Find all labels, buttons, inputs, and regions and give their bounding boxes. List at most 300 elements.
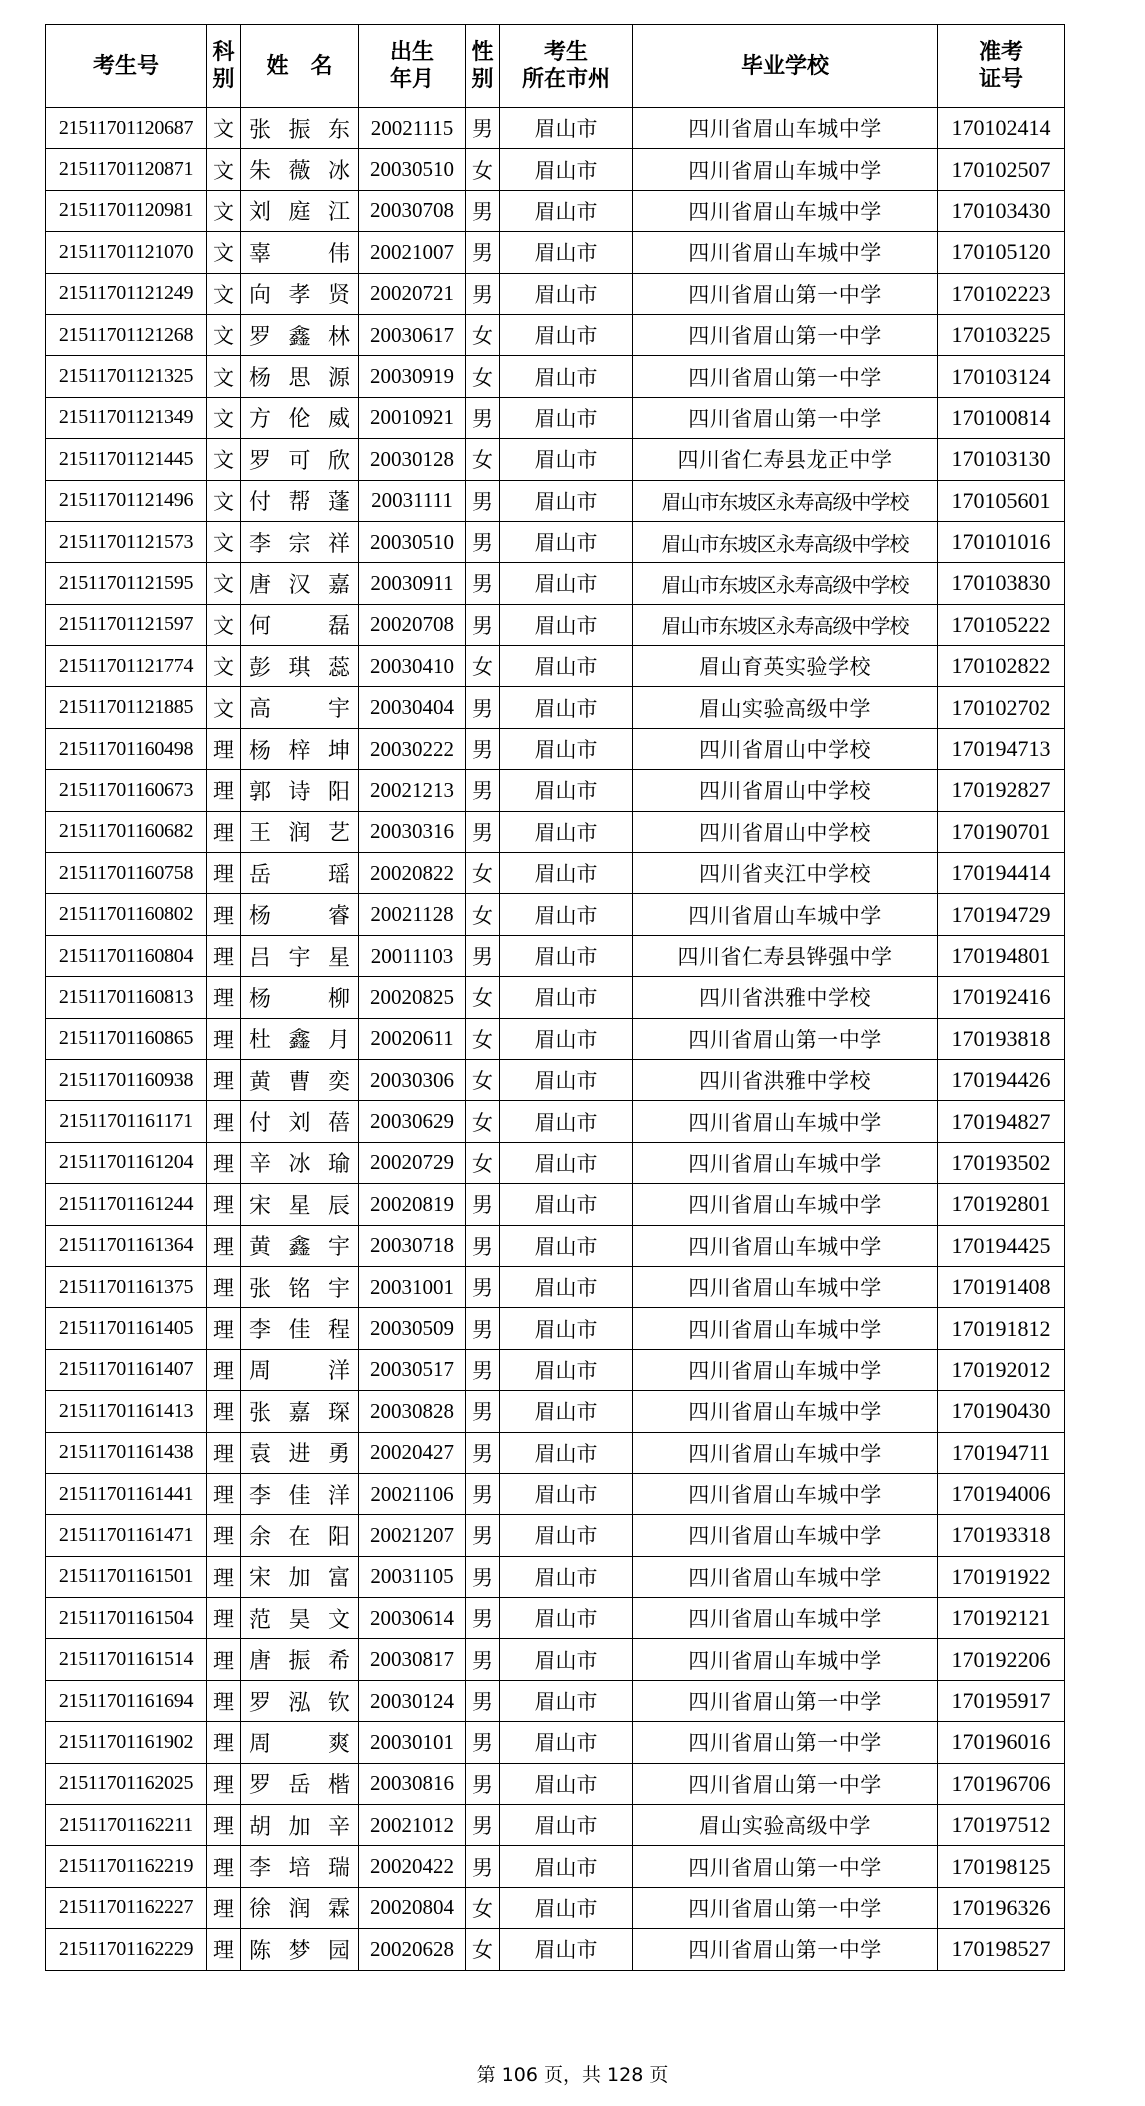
- ticket-cell: 170193818: [938, 1018, 1065, 1059]
- gender-cell: 男: [466, 1639, 500, 1680]
- school-cell: 四川省眉山车城中学: [633, 1142, 938, 1183]
- school-cell: 四川省眉山第一中学: [633, 1887, 938, 1928]
- table-row: [46, 853, 1065, 894]
- subject-cell: 文: [207, 480, 241, 521]
- table-row: [46, 397, 1065, 438]
- subject-cell: 理: [207, 1929, 241, 1970]
- exam-id-cell: 21511701162227: [46, 1887, 207, 1928]
- ticket-cell: 170194711: [938, 1432, 1065, 1473]
- table-body: [46, 108, 1065, 1971]
- table-row: [46, 604, 1065, 645]
- subject-cell: 理: [207, 1805, 241, 1846]
- gender-cell: 男: [466, 1432, 500, 1473]
- birth-cell: 20030816: [359, 1763, 466, 1804]
- header-label-line: 年月: [389, 67, 434, 92]
- ticket-cell: 170102507: [938, 149, 1065, 190]
- school-cell: 四川省洪雅中学校: [633, 977, 938, 1018]
- name-cell: 袁进勇: [241, 1432, 359, 1473]
- gender-cell: 男: [466, 935, 500, 976]
- name-cell: 彭琪蕊: [241, 646, 359, 687]
- gender-cell: 男: [466, 232, 500, 273]
- city-cell: 眉山市: [500, 1308, 633, 1349]
- subject-cell: 理: [207, 1266, 241, 1307]
- table-row: [46, 190, 1065, 231]
- birth-cell: 20030316: [359, 811, 466, 852]
- table-row: [46, 273, 1065, 314]
- school-cell: 四川省眉山车城中学: [633, 1598, 938, 1639]
- name-cell: 刘庭江: [241, 190, 359, 231]
- city-cell: 眉山市: [500, 853, 633, 894]
- city-cell: 眉山市: [500, 977, 633, 1018]
- city-cell: 眉山市: [500, 1018, 633, 1059]
- ticket-cell: 170194425: [938, 1225, 1065, 1266]
- school-cell: 四川省眉山车城中学: [633, 894, 938, 935]
- table-row: [46, 977, 1065, 1018]
- gender-cell: 男: [466, 1266, 500, 1307]
- exam-id-cell: 21511701160938: [46, 1059, 207, 1100]
- subject-cell: 理: [207, 1391, 241, 1432]
- ticket-cell: 170190701: [938, 811, 1065, 852]
- ticket-cell: 170102702: [938, 687, 1065, 728]
- city-cell: 眉山市: [500, 1846, 633, 1887]
- exam-id-cell: 21511701120687: [46, 108, 207, 149]
- exam-id-cell: 21511701160498: [46, 728, 207, 769]
- exam-id-cell: 21511701121597: [46, 604, 207, 645]
- ticket-cell: 170195917: [938, 1680, 1065, 1721]
- city-cell: 眉山市: [500, 1184, 633, 1225]
- gender-cell: 男: [466, 521, 500, 562]
- roster-table: [45, 24, 1065, 1971]
- city-cell: 眉山市: [500, 687, 633, 728]
- exam-id-cell: 21511701161471: [46, 1515, 207, 1556]
- gender-cell: 女: [466, 1142, 500, 1183]
- exam-id-cell: 21511701161902: [46, 1722, 207, 1763]
- header-label-line: 出生: [389, 40, 434, 65]
- subject-cell: 文: [207, 563, 241, 604]
- table-row: [46, 1473, 1065, 1514]
- school-cell: 四川省眉山中学校: [633, 728, 938, 769]
- table-row: [46, 439, 1065, 480]
- table-row: [46, 1598, 1065, 1639]
- birth-cell: 20031001: [359, 1266, 466, 1307]
- ticket-cell: 170105601: [938, 480, 1065, 521]
- ticket-cell: 170198125: [938, 1846, 1065, 1887]
- exam-id-cell: 21511701121595: [46, 563, 207, 604]
- gender-cell: 男: [466, 563, 500, 604]
- ticket-cell: 170196326: [938, 1887, 1065, 1928]
- table-row: [46, 1349, 1065, 1390]
- table-row: [46, 1018, 1065, 1059]
- header-label-line: 毕业学校: [740, 53, 829, 79]
- subject-cell: 文: [207, 439, 241, 480]
- city-cell: 眉山市: [500, 604, 633, 645]
- gender-cell: 男: [466, 1308, 500, 1349]
- name-cell: 吕宇星: [241, 935, 359, 976]
- school-cell: 四川省眉山车城中学: [633, 1473, 938, 1514]
- name-cell: 杨柳: [241, 977, 359, 1018]
- city-cell: 眉山市: [500, 108, 633, 149]
- ticket-cell: 170193318: [938, 1515, 1065, 1556]
- school-cell: 四川省眉山车城中学: [633, 190, 938, 231]
- exam-id-cell: 21511701160673: [46, 770, 207, 811]
- city-cell: 眉山市: [500, 1929, 633, 1970]
- birth-cell: 20031105: [359, 1556, 466, 1597]
- school-cell: 四川省眉山车城中学: [633, 1101, 938, 1142]
- name-cell: 张振东: [241, 108, 359, 149]
- birth-cell: 20030919: [359, 356, 466, 397]
- gender-cell: 女: [466, 439, 500, 480]
- ticket-cell: 170191812: [938, 1308, 1065, 1349]
- name-cell: 罗鑫林: [241, 314, 359, 355]
- ticket-cell: 170196016: [938, 1722, 1065, 1763]
- city-cell: 眉山市: [500, 1556, 633, 1597]
- exam-id-cell: 21511701162219: [46, 1846, 207, 1887]
- exam-id-cell: 21511701121070: [46, 232, 207, 273]
- school-cell: 眉山市东坡区永寿高级中学校: [633, 563, 938, 604]
- exam-id-cell: 21511701121885: [46, 687, 207, 728]
- name-cell: 向孝贤: [241, 273, 359, 314]
- exam-id-cell: 21511701121349: [46, 397, 207, 438]
- birth-cell: 20030708: [359, 190, 466, 231]
- city-cell: 眉山市: [500, 521, 633, 562]
- city-cell: 眉山市: [500, 1887, 633, 1928]
- school-cell: 四川省眉山车城中学: [633, 149, 938, 190]
- birth-cell: 20030509: [359, 1308, 466, 1349]
- school-cell: 四川省仁寿县龙正中学: [633, 439, 938, 480]
- table-row: [46, 1266, 1065, 1307]
- city-cell: 眉山市: [500, 1639, 633, 1680]
- subject-cell: 文: [207, 521, 241, 562]
- ticket-cell: 170103830: [938, 563, 1065, 604]
- ticket-cell: 170191408: [938, 1266, 1065, 1307]
- gender-cell: 女: [466, 1101, 500, 1142]
- birth-cell: 20021115: [359, 108, 466, 149]
- school-cell: 四川省眉山第一中学: [633, 1846, 938, 1887]
- subject-cell: 理: [207, 728, 241, 769]
- school-cell: 四川省眉山车城中学: [633, 1184, 938, 1225]
- gender-cell: 女: [466, 1929, 500, 1970]
- school-cell: 四川省眉山车城中学: [633, 108, 938, 149]
- exam-id-cell: 21511701121249: [46, 273, 207, 314]
- name-cell: 李培瑞: [241, 1846, 359, 1887]
- header-label-line: 别: [471, 67, 494, 92]
- name-cell: 宋加富: [241, 1556, 359, 1597]
- subject-cell: 理: [207, 1101, 241, 1142]
- birth-cell: 20030128: [359, 439, 466, 480]
- name-cell: 张铭宇: [241, 1266, 359, 1307]
- birth-cell: 20030614: [359, 1598, 466, 1639]
- header-school: [633, 25, 938, 108]
- table-row: [46, 1763, 1065, 1804]
- birth-cell: 20020628: [359, 1929, 466, 1970]
- subject-cell: 理: [207, 1225, 241, 1266]
- gender-cell: 男: [466, 1846, 500, 1887]
- gender-cell: 男: [466, 190, 500, 231]
- ticket-cell: 170192801: [938, 1184, 1065, 1225]
- gender-cell: 女: [466, 356, 500, 397]
- subject-cell: 理: [207, 977, 241, 1018]
- table-row: [46, 232, 1065, 273]
- gender-cell: 女: [466, 149, 500, 190]
- subject-cell: 文: [207, 273, 241, 314]
- subject-cell: 文: [207, 314, 241, 355]
- exam-id-cell: 21511701121573: [46, 521, 207, 562]
- school-cell: 眉山市东坡区永寿高级中学校: [633, 480, 938, 521]
- table-row: [46, 356, 1065, 397]
- gender-cell: 男: [466, 273, 500, 314]
- table-row: [46, 1805, 1065, 1846]
- birth-cell: 20030718: [359, 1225, 466, 1266]
- city-cell: 眉山市: [500, 728, 633, 769]
- school-cell: 四川省眉山车城中学: [633, 1308, 938, 1349]
- birth-cell: 20030817: [359, 1639, 466, 1680]
- page-footer: 第 106 页，共 128 页: [476, 2064, 669, 2086]
- birth-cell: 20030911: [359, 563, 466, 604]
- name-cell: 杨思源: [241, 356, 359, 397]
- name-cell: 李佳程: [241, 1308, 359, 1349]
- birth-cell: 20030510: [359, 149, 466, 190]
- school-cell: 四川省眉山第一中学: [633, 314, 938, 355]
- exam-id-cell: 21511701121268: [46, 314, 207, 355]
- name-cell: 宋星辰: [241, 1184, 359, 1225]
- exam-id-cell: 21511701160804: [46, 935, 207, 976]
- exam-id-cell: 21511701120871: [46, 149, 207, 190]
- city-cell: 眉山市: [500, 273, 633, 314]
- table-row: [46, 1680, 1065, 1721]
- exam-id-cell: 21511701161171: [46, 1101, 207, 1142]
- gender-cell: 男: [466, 1763, 500, 1804]
- birth-cell: 20020729: [359, 1142, 466, 1183]
- city-cell: 眉山市: [500, 1432, 633, 1473]
- city-cell: 眉山市: [500, 1680, 633, 1721]
- birth-cell: 20031111: [359, 480, 466, 521]
- school-cell: 四川省眉山车城中学: [633, 1556, 938, 1597]
- birth-cell: 20030510: [359, 521, 466, 562]
- name-cell: 周爽: [241, 1722, 359, 1763]
- table-row: [46, 935, 1065, 976]
- table-row: [46, 1391, 1065, 1432]
- name-cell: 胡加辛: [241, 1805, 359, 1846]
- birth-cell: 20030517: [359, 1349, 466, 1390]
- birth-cell: 20020804: [359, 1887, 466, 1928]
- name-cell: 徐润霖: [241, 1887, 359, 1928]
- name-cell: 罗泓钦: [241, 1680, 359, 1721]
- subject-cell: 理: [207, 1142, 241, 1183]
- exam-id-cell: 21511701160865: [46, 1018, 207, 1059]
- school-cell: 四川省眉山中学校: [633, 770, 938, 811]
- gender-cell: 女: [466, 314, 500, 355]
- exam-id-cell: 21511701161244: [46, 1184, 207, 1225]
- ticket-cell: 170191922: [938, 1556, 1065, 1597]
- city-cell: 眉山市: [500, 397, 633, 438]
- name-cell: 周洋: [241, 1349, 359, 1390]
- city-cell: 眉山市: [500, 232, 633, 273]
- subject-cell: 理: [207, 853, 241, 894]
- birth-cell: 20020427: [359, 1432, 466, 1473]
- subject-cell: 理: [207, 1308, 241, 1349]
- exam-id-cell: 21511701121774: [46, 646, 207, 687]
- name-cell: 张嘉琛: [241, 1391, 359, 1432]
- birth-cell: 20030410: [359, 646, 466, 687]
- city-cell: 眉山市: [500, 1515, 633, 1556]
- table-row: [46, 1846, 1065, 1887]
- table-row: [46, 1308, 1065, 1349]
- birth-cell: 20021213: [359, 770, 466, 811]
- table-row: [46, 1556, 1065, 1597]
- table-row: [46, 563, 1065, 604]
- exam-id-cell: 21511701161438: [46, 1432, 207, 1473]
- gender-cell: 男: [466, 1680, 500, 1721]
- subject-cell: 理: [207, 1722, 241, 1763]
- subject-cell: 文: [207, 604, 241, 645]
- ticket-cell: 170198527: [938, 1929, 1065, 1970]
- header-label-line: 别: [212, 67, 235, 92]
- subject-cell: 文: [207, 190, 241, 231]
- school-cell: 眉山市东坡区永寿高级中学校: [633, 604, 938, 645]
- table-row: [46, 646, 1065, 687]
- gender-cell: 男: [466, 1722, 500, 1763]
- ticket-cell: 170196706: [938, 1763, 1065, 1804]
- name-cell: 高宇: [241, 687, 359, 728]
- ticket-cell: 170194426: [938, 1059, 1065, 1100]
- ticket-cell: 170192012: [938, 1349, 1065, 1390]
- birth-cell: 20030124: [359, 1680, 466, 1721]
- city-cell: 眉山市: [500, 1805, 633, 1846]
- birth-cell: 20030101: [359, 1722, 466, 1763]
- city-cell: 眉山市: [500, 190, 633, 231]
- exam-id-cell: 21511701160802: [46, 894, 207, 935]
- name-cell: 王润艺: [241, 811, 359, 852]
- school-cell: 四川省眉山第一中学: [633, 1680, 938, 1721]
- gender-cell: 女: [466, 977, 500, 1018]
- subject-cell: 理: [207, 1763, 241, 1804]
- birth-cell: 20030629: [359, 1101, 466, 1142]
- ticket-cell: 170192827: [938, 770, 1065, 811]
- city-cell: 眉山市: [500, 1349, 633, 1390]
- gender-cell: 男: [466, 1349, 500, 1390]
- gender-cell: 女: [466, 1887, 500, 1928]
- name-cell: 李佳洋: [241, 1473, 359, 1514]
- ticket-cell: 170194729: [938, 894, 1065, 935]
- name-cell: 辜伟: [241, 232, 359, 273]
- subject-cell: 理: [207, 1846, 241, 1887]
- ticket-cell: 170194713: [938, 728, 1065, 769]
- exam-id-cell: 21511701161694: [46, 1680, 207, 1721]
- subject-cell: 文: [207, 397, 241, 438]
- ticket-cell: 170103124: [938, 356, 1065, 397]
- city-cell: 眉山市: [500, 935, 633, 976]
- school-cell: 眉山市东坡区永寿高级中学校: [633, 521, 938, 562]
- subject-cell: 理: [207, 1598, 241, 1639]
- school-cell: 四川省眉山第一中学: [633, 356, 938, 397]
- exam-id-cell: 21511701161407: [46, 1349, 207, 1390]
- city-cell: 眉山市: [500, 314, 633, 355]
- header-label-line: 考生: [543, 40, 588, 65]
- name-cell: 杜鑫月: [241, 1018, 359, 1059]
- ticket-cell: 170193502: [938, 1142, 1065, 1183]
- birth-cell: 20030617: [359, 314, 466, 355]
- table-row: [46, 1722, 1065, 1763]
- city-cell: 眉山市: [500, 894, 633, 935]
- city-cell: 眉山市: [500, 563, 633, 604]
- city-cell: 眉山市: [500, 1101, 633, 1142]
- gender-cell: 女: [466, 646, 500, 687]
- school-cell: 四川省眉山车城中学: [633, 1639, 938, 1680]
- header-birth: [359, 25, 466, 108]
- school-cell: 四川省洪雅中学校: [633, 1059, 938, 1100]
- birth-cell: 20020825: [359, 977, 466, 1018]
- birth-cell: 20021207: [359, 1515, 466, 1556]
- school-cell: 四川省眉山第一中学: [633, 1018, 938, 1059]
- city-cell: 眉山市: [500, 439, 633, 480]
- city-cell: 眉山市: [500, 149, 633, 190]
- ticket-cell: 170192206: [938, 1639, 1065, 1680]
- school-cell: 四川省眉山第一中学: [633, 1763, 938, 1804]
- header-ticket: [938, 25, 1065, 108]
- table-row: [46, 1887, 1065, 1928]
- name-cell: 黄曹奕: [241, 1059, 359, 1100]
- name-cell: 余在阳: [241, 1515, 359, 1556]
- ticket-cell: 170101016: [938, 521, 1065, 562]
- gender-cell: 男: [466, 811, 500, 852]
- header-exam-id: [46, 25, 207, 108]
- table-row: [46, 149, 1065, 190]
- subject-cell: 文: [207, 646, 241, 687]
- header-label-line: 性: [471, 40, 494, 65]
- name-cell: 罗岳楷: [241, 1763, 359, 1804]
- ticket-cell: 170102414: [938, 108, 1065, 149]
- subject-cell: 文: [207, 687, 241, 728]
- school-cell: 眉山实验高级中学: [633, 687, 938, 728]
- exam-id-cell: 21511701161204: [46, 1142, 207, 1183]
- gender-cell: 女: [466, 853, 500, 894]
- subject-cell: 文: [207, 108, 241, 149]
- exam-id-cell: 21511701161501: [46, 1556, 207, 1597]
- gender-cell: 男: [466, 1391, 500, 1432]
- name-cell: 付刘蓓: [241, 1101, 359, 1142]
- city-cell: 眉山市: [500, 356, 633, 397]
- birth-cell: 20030828: [359, 1391, 466, 1432]
- gender-cell: 男: [466, 1184, 500, 1225]
- ticket-cell: 170103225: [938, 314, 1065, 355]
- city-cell: 眉山市: [500, 1473, 633, 1514]
- subject-cell: 理: [207, 770, 241, 811]
- school-cell: 四川省眉山第一中学: [633, 1722, 938, 1763]
- subject-cell: 理: [207, 1556, 241, 1597]
- subject-cell: 理: [207, 935, 241, 976]
- header-city: [500, 25, 633, 108]
- name-cell: 唐振希: [241, 1639, 359, 1680]
- exam-id-cell: 21511701162229: [46, 1929, 207, 1970]
- table-row: [46, 1184, 1065, 1225]
- ticket-cell: 170102223: [938, 273, 1065, 314]
- city-cell: 眉山市: [500, 480, 633, 521]
- gender-cell: 男: [466, 480, 500, 521]
- birth-cell: 20020822: [359, 853, 466, 894]
- school-cell: 四川省眉山中学校: [633, 811, 938, 852]
- ticket-cell: 170194801: [938, 935, 1065, 976]
- school-cell: 四川省眉山车城中学: [633, 1432, 938, 1473]
- city-cell: 眉山市: [500, 1266, 633, 1307]
- birth-cell: 20020611: [359, 1018, 466, 1059]
- exam-id-cell: 21511701121325: [46, 356, 207, 397]
- ticket-cell: 170197512: [938, 1805, 1065, 1846]
- school-cell: 四川省仁寿县铧强中学: [633, 935, 938, 976]
- name-cell: 付帮蓬: [241, 480, 359, 521]
- table-row: [46, 1432, 1065, 1473]
- ticket-cell: 170102822: [938, 646, 1065, 687]
- table-row: [46, 728, 1065, 769]
